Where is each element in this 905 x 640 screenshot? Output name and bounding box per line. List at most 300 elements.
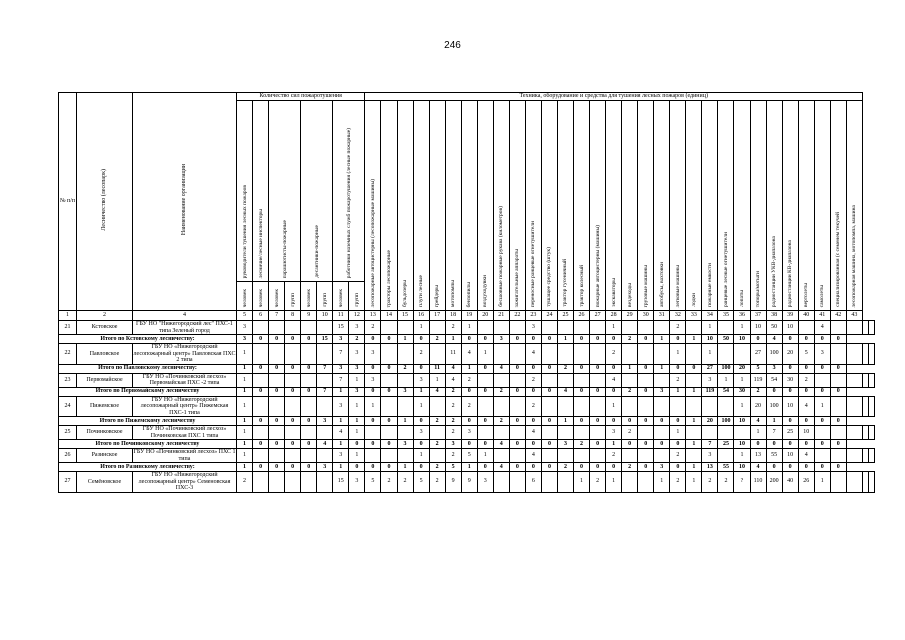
total-cell: 3 [397,387,413,396]
total-cell: 119 [702,387,718,396]
total-cell: 0 [590,335,606,344]
header-tech-col [381,101,397,311]
total-cell: 2 [750,387,766,396]
data-cell [574,373,590,387]
data-cell [477,426,493,440]
data-cell: 1 [477,344,493,365]
data-cell: 3 [349,321,365,335]
row-number: 26 [59,449,77,463]
total-cell: 20 [702,417,718,426]
total-cell: 3 [349,364,365,373]
data-cell: 1 [413,449,429,463]
total-cell: 0 [285,440,301,449]
data-cell [868,396,874,417]
total-cell: 11 [429,364,445,373]
total-cell: 3 [766,364,782,373]
data-cell [509,344,525,365]
total-cell: 1 [654,364,670,373]
total-cell: 10 [702,335,718,344]
total-cell: 4 [750,417,766,426]
total-cell: 1 [654,335,670,344]
header-tech-col-text: ранцевые лесные огнетушители [722,231,729,307]
total-cell: 0 [461,387,477,396]
header-tech-col-text: тушащее средство (штук) [546,247,553,307]
total-cell: 1 [397,463,413,472]
data-cell [381,396,397,417]
table-row [59,449,875,463]
total-cell: 0 [814,440,830,449]
data-cell [381,321,397,335]
total-cell: 1 [237,463,253,472]
data-cell: 110 [750,472,766,493]
data-cell: 2 [670,373,686,387]
data-cell: 2 [445,321,461,335]
data-cell [622,472,638,493]
total-cell: 5 [445,463,461,472]
data-cell [686,373,702,387]
total-cell: 1 [397,335,413,344]
header-tech-col [686,101,702,311]
total-cell: 2 [349,335,365,344]
total-cell: 0 [574,364,590,373]
data-cell: 2 [718,472,734,493]
total-cell: 0 [590,364,606,373]
data-cell: 5 [413,472,429,493]
data-cell [509,373,525,387]
total-cell: 1 [557,417,573,426]
data-cell [830,449,846,463]
total-cell: 0 [606,417,622,426]
data-cell [477,396,493,417]
total-label: Итого по Павловскому лесничеству: [59,364,237,373]
data-cell: 7 [766,426,782,440]
data-cell: 4 [798,449,814,463]
total-cell: 0 [253,417,269,426]
total-cell: 0 [782,463,798,472]
header-tech-col [798,101,814,311]
data-cell: 3 [461,426,477,440]
data-cell [541,449,557,463]
header-unit [317,282,333,311]
total-cell: 0 [477,417,493,426]
total-cell: 0 [670,417,686,426]
total-cell: 2 [429,417,445,426]
data-cell: 3 [237,321,253,335]
page-number: 246 [444,40,461,51]
data-cell: 2 [670,321,686,335]
data-cell [638,373,654,387]
data-cell [541,426,557,440]
total-cell: 2 [429,335,445,344]
data-cell: 1 [734,321,750,335]
data-cell [830,344,846,365]
total-cell: 0 [285,364,301,373]
total-cell: 27 [702,364,718,373]
total-cell: 0 [349,440,365,449]
total-cell: 0 [365,440,381,449]
total-cell: 30 [734,387,750,396]
data-cell: 1 [670,344,686,365]
row-org: ГБУ НО «Починковский лесхоз» Первомайская ПХС -2 типа [133,373,237,387]
data-cell: 1 [349,396,365,417]
data-cell [798,321,814,335]
data-cell [397,449,413,463]
data-cell [301,344,317,365]
data-cell [269,472,285,493]
data-cell [397,321,413,335]
data-cell: 1 [237,344,253,365]
total-cell: 0 [413,417,429,426]
total-cell: 0 [638,387,654,396]
total-cell: 0 [606,335,622,344]
total-cell: 0 [413,440,429,449]
data-cell [397,373,413,387]
total-cell: 13 [702,463,718,472]
data-cell: 1 [734,396,750,417]
header-lesnichestvo [77,93,133,311]
data-cell: 1 [734,373,750,387]
total-cell: 1 [333,387,349,396]
data-cell [622,449,638,463]
row-number: 22 [59,344,77,365]
data-cell [868,472,874,493]
total-cell: 0 [766,387,782,396]
total-cell: 0 [525,417,541,426]
total-cell: 1 [461,463,477,472]
data-cell: 3 [814,344,830,365]
header-unit [285,282,301,311]
row-lesnichestvo: Пижемское [77,396,133,417]
data-cell: 3 [349,472,365,493]
row-org: ГБУ НО «Нижегородский лесопожарный центр» Пижемская ПХС-1 типа [133,396,237,417]
data-cell: 3 [477,472,493,493]
total-cell: 0 [285,463,301,472]
data-cell: 2 [237,472,253,493]
data-cell: 200 [766,472,782,493]
header-tech-col [477,101,493,311]
data-cell [493,396,509,417]
header-tech-col [541,101,557,311]
data-cell: 40 [782,472,798,493]
data-cell: 55 [766,449,782,463]
total-cell: 0 [798,387,814,396]
header-tech-col [766,101,782,311]
header-tech-col [413,101,429,311]
total-row [59,364,875,373]
total-cell: 0 [301,417,317,426]
total-cell: 0 [622,440,638,449]
data-cell [718,449,734,463]
data-cell: 20 [782,344,798,365]
data-cell [846,472,862,493]
data-cell [253,373,269,387]
total-cell: 0 [654,417,670,426]
total-cell: 0 [381,463,397,472]
data-cell [868,321,874,335]
data-cell [381,344,397,365]
data-cell: 10 [782,321,798,335]
column-number: 27 [590,311,606,321]
data-cell [590,321,606,335]
data-cell [253,426,269,440]
data-cell: 5 [365,472,381,493]
total-cell: 1 [461,364,477,373]
total-cell: 0 [461,335,477,344]
total-cell: 0 [253,440,269,449]
total-cell: 0 [285,387,301,396]
column-number: 26 [574,311,590,321]
data-cell [814,449,830,463]
total-cell: 0 [574,335,590,344]
data-cell [301,449,317,463]
total-cell: 2 [493,417,509,426]
header-people-sub-text: парашютисты-пожарные [281,219,288,278]
total-cell: 0 [477,463,493,472]
column-number: 25 [557,311,573,321]
total-cell: 0 [541,387,557,396]
total-cell: 0 [413,364,429,373]
data-cell: 3 [365,373,381,387]
total-row [59,463,875,472]
column-number: 14 [381,311,397,321]
column-number: 4 [133,311,237,321]
total-cell: 0 [766,463,782,472]
data-cell [429,426,445,440]
total-cell: 0 [541,463,557,472]
total-cell: 3 [333,364,349,373]
header-tech-col-text: автобусы, вахтовки [658,261,665,307]
total-cell: 3 [397,440,413,449]
header-org [133,93,237,311]
column-number: 40 [798,311,814,321]
column-number: 5 [237,311,253,321]
header-tech-col [734,101,750,311]
data-cell [285,344,301,365]
total-cell: 0 [814,335,830,344]
column-number: 30 [638,311,654,321]
row-number: 23 [59,373,77,387]
column-number: 41 [814,311,830,321]
column-number: 2 [77,311,133,321]
total-cell: 3 [333,335,349,344]
header-tech-col-text: легковые машины [674,264,681,307]
total-cell: 1 [333,440,349,449]
row-org: ГБУ НО «Нижегородский лесопожарный центр» Семеновская ПХС-3 [133,472,237,493]
total-cell: 1 [237,417,253,426]
data-cell [509,472,525,493]
data-cell: 1 [734,449,750,463]
data-cell [814,426,830,440]
total-cell: 0 [381,440,397,449]
data-cell: 5 [461,449,477,463]
header-tech-col-text: вертолеты [803,283,810,307]
header-tech-col [445,101,461,311]
data-cell [574,344,590,365]
header-tech-col [509,101,525,311]
column-number: 42 [830,311,846,321]
total-cell: 0 [830,387,846,396]
column-number: 22 [509,311,525,321]
column-number: 29 [622,311,638,321]
total-cell: 0 [638,364,654,373]
header-tech-col-text: грузовые машины [642,264,649,307]
header-people-sub [301,101,333,282]
total-cell: 0 [269,335,285,344]
total-cell: 0 [814,417,830,426]
column-number: 20 [477,311,493,321]
data-cell [285,321,301,335]
data-cell: 1 [814,472,830,493]
header-tech-col-text: плуги лесные [418,275,425,307]
data-cell [868,344,874,365]
data-cell: 3 [333,396,349,417]
total-cell: 3 [493,335,509,344]
data-cell [509,396,525,417]
total-cell: 0 [590,417,606,426]
total-cell: 2 [557,463,573,472]
data-cell [846,373,862,387]
data-cell [686,426,702,440]
total-cell: 10 [734,335,750,344]
data-cell [493,321,509,335]
header-tech-col [622,101,638,311]
total-cell: 15 [317,335,333,344]
data-cell: 1 [429,373,445,387]
data-cell [574,426,590,440]
total-label: Итого по Кстовскому лесничеству: [59,335,237,344]
total-cell: 2 [429,463,445,472]
data-cell [285,396,301,417]
header-tech-col-text: зажигательные аппараты [514,248,521,307]
total-cell: 1 [686,335,702,344]
header-tech-col-text: лесопожарные автоцистерны (лесопожарные машины) [369,178,376,307]
row-lesnichestvo: Кстовское [77,321,133,335]
data-cell [557,449,573,463]
column-number: 1 [59,311,77,321]
total-cell: 1 [606,440,622,449]
header-org-text: Наименование организации [181,164,187,236]
data-cell [365,426,381,440]
data-cell [718,344,734,365]
data-cell [317,321,333,335]
total-cell: 0 [525,387,541,396]
total-cell: 0 [798,335,814,344]
data-cell: 3 [702,373,718,387]
header-unit-text: человек [337,288,344,307]
column-number: 43 [846,311,862,321]
header-unit-text: человек [241,288,248,307]
header-tech-col-text: трактор колесный [578,265,585,307]
column-number: 17 [429,311,445,321]
data-cell [253,321,269,335]
column-number: 11 [333,311,349,321]
total-cell: 0 [830,417,846,426]
total-cell: 1 [349,417,365,426]
total-cell: 0 [301,335,317,344]
data-cell: 3 [365,344,381,365]
total-cell: 2 [622,463,638,472]
header-tech-col [590,101,606,311]
data-cell [574,449,590,463]
total-cell: 4 [557,387,573,396]
total-cell: 4 [766,335,782,344]
data-cell: 4 [525,344,541,365]
header-unit-text: групп [353,293,360,307]
total-cell: 10 [734,440,750,449]
data-cell: 1 [365,396,381,417]
total-cell: 1 [237,440,253,449]
total-cell: 1 [686,440,702,449]
header-tech-col [461,101,477,311]
total-cell: 0 [830,463,846,472]
data-cell: 50 [766,321,782,335]
header-tech-col [782,101,798,311]
data-cell: 15 [333,321,349,335]
total-cell: 0 [525,463,541,472]
data-cell: 100 [766,344,782,365]
header-tech-col [525,101,541,311]
data-cell [868,426,874,440]
data-cell [285,449,301,463]
total-label: Итого по Починковскому лесничеству [59,440,237,449]
total-cell: 0 [301,364,317,373]
total-cell: 0 [638,440,654,449]
total-cell: 0 [750,440,766,449]
total-row [59,440,875,449]
column-number: 10 [317,311,333,321]
data-cell [541,472,557,493]
total-cell: 0 [766,440,782,449]
data-cell [541,396,557,417]
header-tech-col-text: радиостанции УКВ-диапазона [771,235,778,307]
total-cell: 0 [365,335,381,344]
data-cell [830,396,846,417]
data-cell [638,321,654,335]
total-cell: 0 [269,463,285,472]
column-number: 39 [782,311,798,321]
total-cell: 0 [301,463,317,472]
header-unit [253,282,269,311]
header-tech-col [654,101,670,311]
row-org: ГБУ НО «Починковский лесхоз» ПХС 1 типа [133,449,236,462]
total-cell: 1 [237,387,253,396]
data-cell [429,396,445,417]
total-cell: 1 [686,417,702,426]
data-cell: 1 [413,321,429,335]
header-tech-col [814,101,830,311]
forest-fire-resources-table [58,92,875,493]
data-cell: 27 [750,344,766,365]
total-cell: 0 [782,387,798,396]
total-cell: 0 [830,440,846,449]
data-cell: 26 [798,472,814,493]
data-cell [590,396,606,417]
total-cell: 0 [349,463,365,472]
column-number: 16 [413,311,429,321]
data-cell: 1 [237,396,253,417]
header-unit-text: групп [321,293,328,307]
header-people-sub [253,101,269,282]
total-cell: 4 [493,440,509,449]
header-unit [349,282,365,311]
header-tech-col-text: радиостанции КВ-диапазона [787,239,794,307]
data-cell [253,472,269,493]
data-cell [541,344,557,365]
header-tech-col-text: бульдозеры [402,280,409,307]
header-tech-col-text: бензопилы [466,281,473,307]
data-cell: 2 [461,396,477,417]
row-lesnichestvo: Разинское [77,449,133,463]
